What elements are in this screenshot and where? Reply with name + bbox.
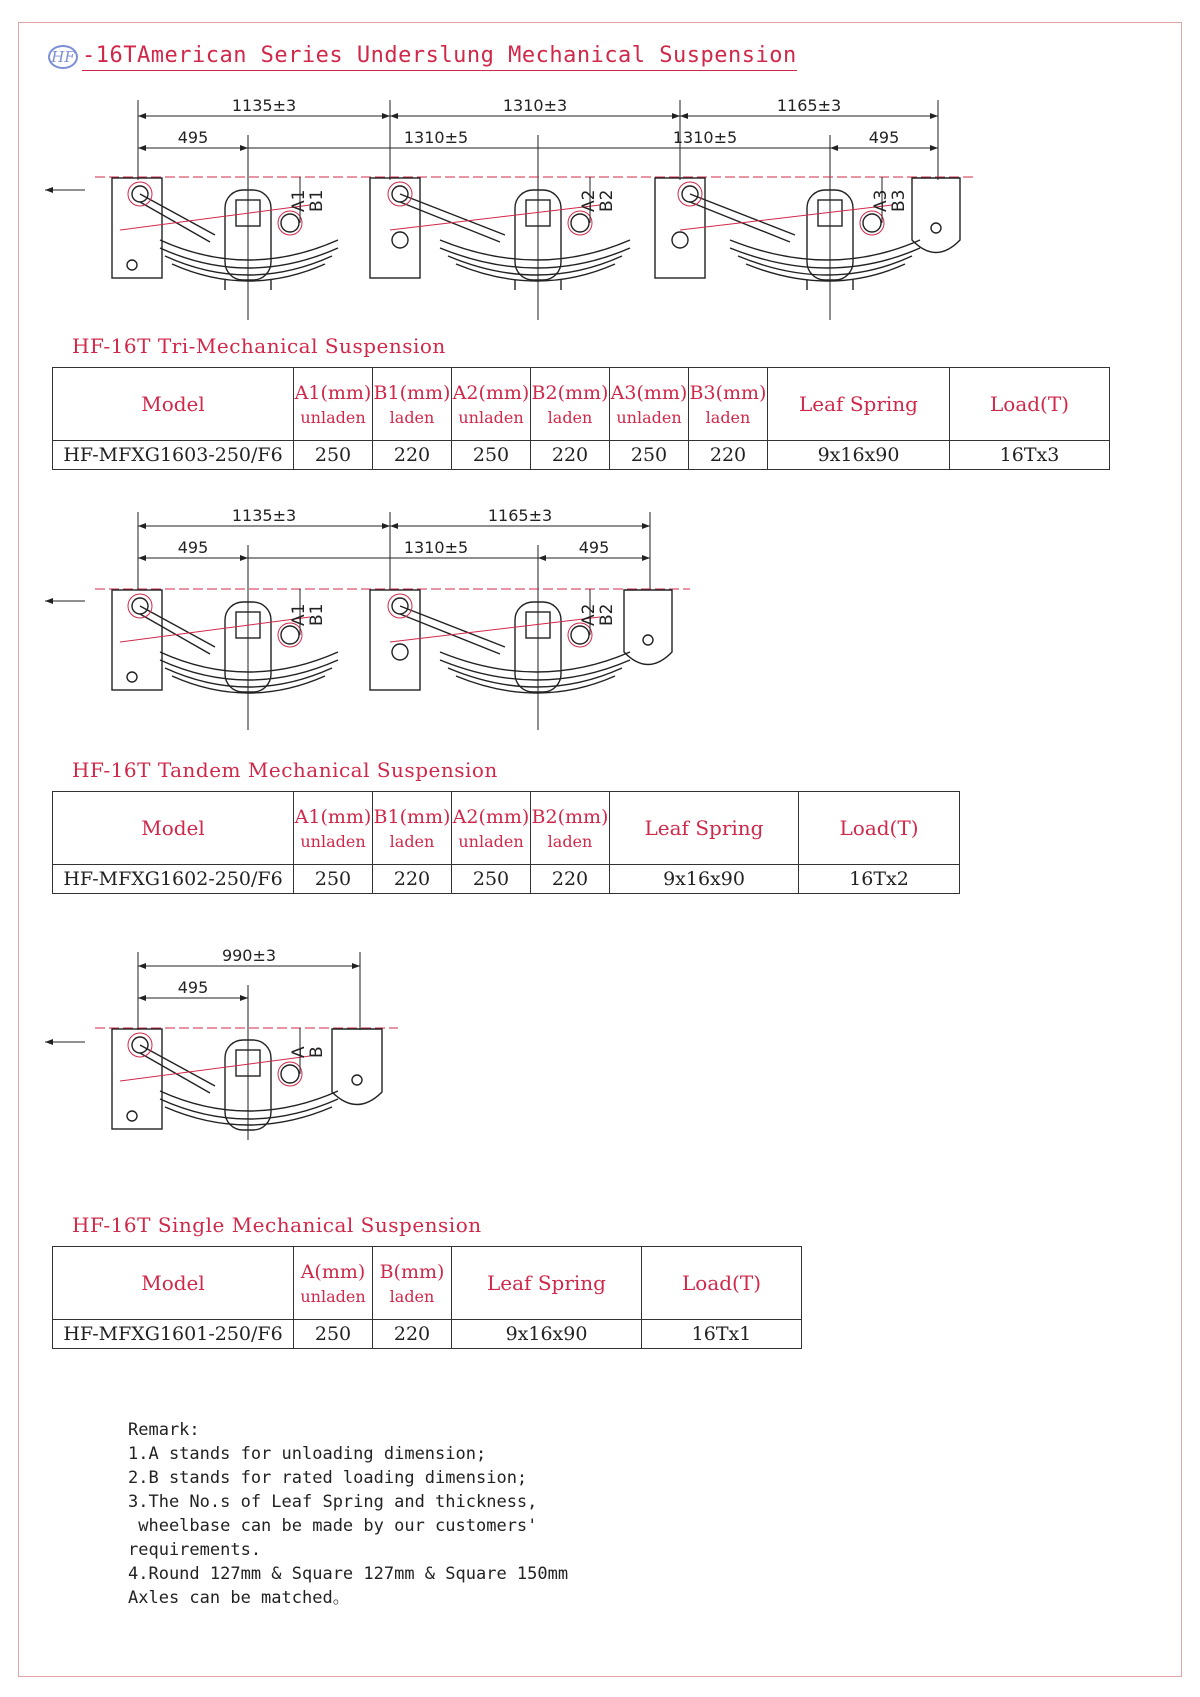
remark-line: requirements. [128, 1540, 262, 1560]
value-cell: 250 [294, 1320, 373, 1349]
tri-sub-3: 1310±5 [672, 128, 738, 147]
value-cell: 220 [373, 1320, 452, 1349]
leaf-spring-header: Leaf Spring [768, 368, 950, 441]
tri-label-b3: B3 [889, 189, 909, 212]
tri-section-title: HF-16T Tri-Mechanical Suspension [72, 334, 446, 358]
tri-dim-1: 1135±3 [231, 96, 297, 115]
tandem-label-a1: A1 [289, 603, 309, 626]
value-cell: 250 [294, 441, 373, 470]
single-sub-1: 495 [177, 978, 209, 997]
table-row [53, 441, 1110, 470]
remark-block [128, 1418, 568, 1610]
single-header-row [53, 1247, 802, 1320]
leaf-spring-header: Leaf Spring [610, 792, 799, 865]
load-cell: 16Tx3 [950, 441, 1110, 470]
single-label-a: A [289, 1046, 309, 1058]
tri-spec-table [52, 367, 1110, 470]
col-header: B1(mm) laden [373, 792, 452, 865]
tri-dim-2: 1310±3 [502, 96, 568, 115]
single-label-b: B [307, 1046, 327, 1058]
col-header: A1(mm) unladen [294, 792, 373, 865]
model-cell: HF-MFXG1601-250/F6 [53, 1320, 294, 1349]
tri-label-b1: B1 [307, 189, 327, 212]
remark-line: 3.The No.s of Leaf Spring and thickness, [128, 1492, 538, 1512]
model-header: Model [53, 792, 294, 865]
tri-header-row [53, 368, 1110, 441]
remark-line: Axles can be matched。 [128, 1588, 350, 1608]
tandem-sub-3: 495 [578, 538, 610, 557]
value-cell: 250 [294, 865, 373, 894]
value-cell: 250 [452, 441, 531, 470]
value-cell: 220 [689, 441, 768, 470]
table-row [53, 1320, 802, 1349]
remark-line: wheelbase can be made by our customers' [128, 1516, 538, 1536]
tandem-sub-2: 1310±5 [403, 538, 469, 557]
tri-dim-3: 1165±3 [776, 96, 842, 115]
value-cell: 220 [373, 441, 452, 470]
col-header: B2(mm) laden [531, 368, 610, 441]
tandem-dim-2: 1165±3 [487, 506, 553, 525]
load-cell: 16Tx2 [799, 865, 960, 894]
leaf-spring-header: Leaf Spring [452, 1247, 642, 1320]
col-header: A3(mm) unladen [610, 368, 689, 441]
single-suspension-drawing [0, 940, 1200, 1140]
col-header: A1(mm) unladen [294, 368, 373, 441]
table-row [53, 865, 960, 894]
tri-label-a1: A1 [289, 189, 309, 212]
leaf-cell: 9x16x90 [452, 1320, 642, 1349]
col-header: B3(mm) laden [689, 368, 768, 441]
remark-line: 2.B stands for rated loading dimension; [128, 1468, 528, 1488]
col-header: A2(mm) unladen [452, 792, 531, 865]
leaf-cell: 9x16x90 [610, 865, 799, 894]
value-cell: 250 [610, 441, 689, 470]
single-spec-table [52, 1246, 802, 1349]
remark-line: 1.A stands for unloading dimension; [128, 1444, 487, 1464]
tri-label-b2: B2 [597, 189, 617, 212]
tri-sub-4: 495 [868, 128, 900, 147]
col-header: A2(mm) unladen [452, 368, 531, 441]
load-header: Load(T) [950, 368, 1110, 441]
tri-sub-1: 495 [177, 128, 209, 147]
hf-logo: HF [48, 45, 78, 69]
tandem-label-a2: A2 [579, 603, 599, 626]
col-header: B(mm) laden [373, 1247, 452, 1320]
single-section-title: HF-16T Single Mechanical Suspension [72, 1213, 482, 1237]
tri-label-a2: A2 [579, 189, 599, 212]
col-header: B2(mm) laden [531, 792, 610, 865]
page-header [48, 40, 797, 74]
tandem-dim-1: 1135±3 [231, 506, 297, 525]
model-header: Model [53, 1247, 294, 1320]
col-header: B1(mm) laden [373, 368, 452, 441]
value-cell: 250 [452, 865, 531, 894]
tri-label-a3: A3 [871, 189, 891, 212]
model-cell: HF-MFXG1602-250/F6 [53, 865, 294, 894]
tandem-sub-1: 495 [177, 538, 209, 557]
tandem-section-title: HF-16T Tandem Mechanical Suspension [72, 758, 498, 782]
value-cell: 220 [531, 865, 610, 894]
load-header: Load(T) [642, 1247, 802, 1320]
value-cell: 220 [531, 441, 610, 470]
tandem-suspension-drawing [0, 500, 1200, 730]
load-cell: 16Tx1 [642, 1320, 802, 1349]
single-dim-1: 990±3 [221, 946, 277, 965]
tri-sub-2: 1310±5 [403, 128, 469, 147]
model-header: Model [53, 368, 294, 441]
tandem-label-b2: B2 [597, 603, 617, 626]
tandem-header-row [53, 792, 960, 865]
load-header: Load(T) [799, 792, 960, 865]
model-cell: HF-MFXG1603-250/F6 [53, 441, 294, 470]
remark-line: 4.Round 127mm & Square 127mm & Square 150mm [128, 1564, 569, 1584]
value-cell: 220 [373, 865, 452, 894]
tandem-label-b1: B1 [307, 603, 327, 626]
tandem-spec-table [52, 791, 960, 894]
col-header: A(mm) unladen [294, 1247, 373, 1320]
tri-suspension-drawing [0, 90, 1200, 320]
page-title: -16TAmerican Series Underslung Mechanical Suspension [82, 43, 797, 71]
leaf-cell: 9x16x90 [768, 441, 950, 470]
remark-line: Remark: [128, 1420, 200, 1440]
